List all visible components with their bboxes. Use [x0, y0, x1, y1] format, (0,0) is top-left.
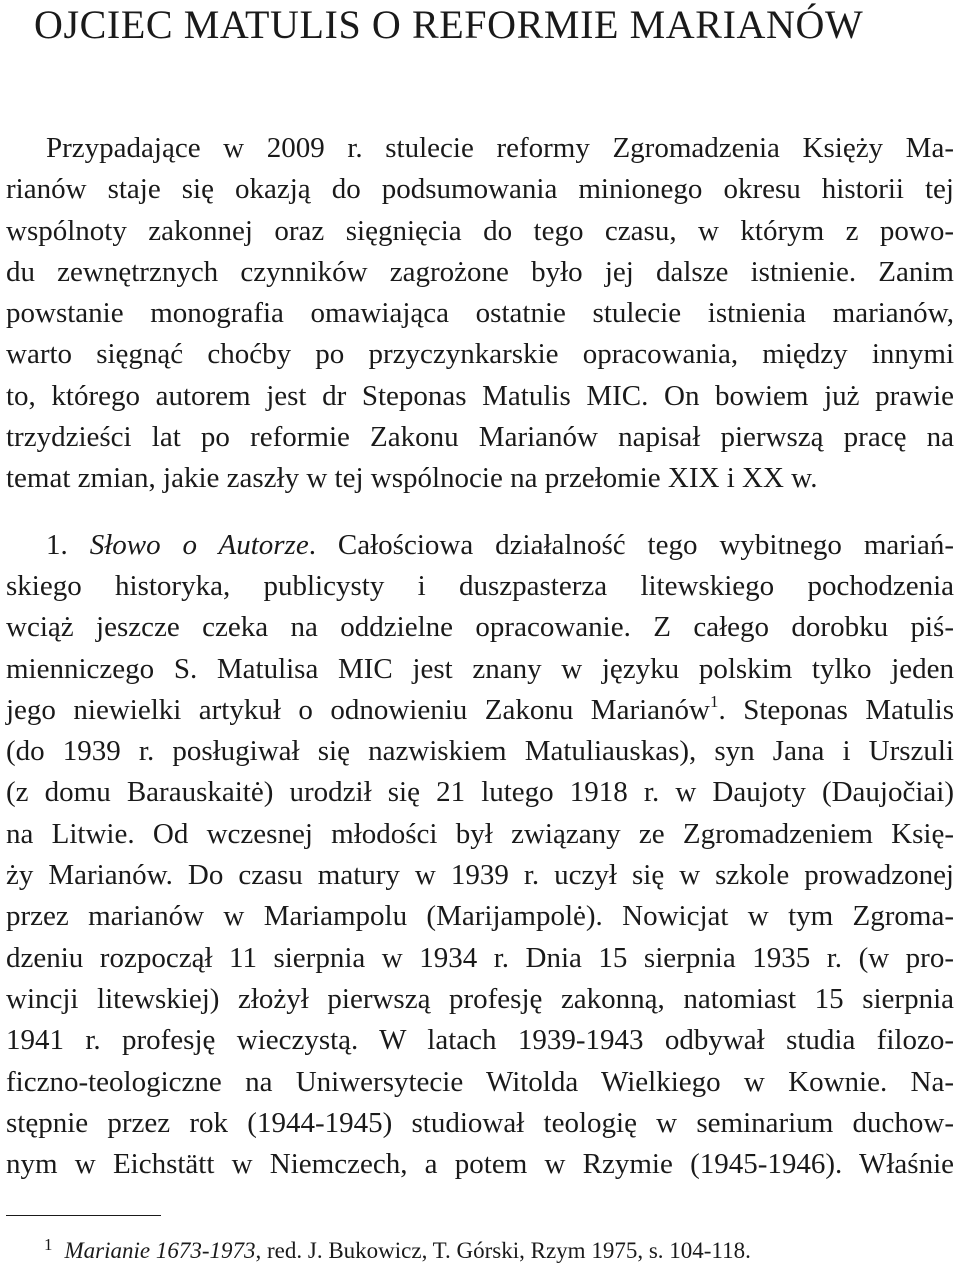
text-line: rianów staje się okazją do podsumowania minionego okresu historii tej [6, 173, 954, 206]
text-line: wincji litewskiej) złożył pierwszą profesję zakonną, natomiast 15 sierpnia [6, 982, 954, 1015]
text-line: temat zmian, jakie zaszły w tej wspólnocie na przełomie XIX i XX w. [6, 462, 818, 495]
text-line: du zewnętrznych czynników zagrożone było jej dalsze istnienie. Zanim [6, 255, 954, 288]
page-title: OJCIEC MATULIS O REFORMIE MARIANÓW [34, 2, 864, 47]
text-line: (do 1939 r. posługiwał się nazwiskiem Matuliauskas), syn Jana i Urszuli [6, 735, 954, 768]
body-text [6, 128, 954, 1185]
text-line: dzeniu rozpoczął 11 sierpnia w 1934 r. Dnia 15 sierpnia 1935 r. (w pro- [6, 941, 954, 974]
text-line: ży Marianów. Do czasu matury w 1939 r. uczył się w szkole prowadzonej [6, 859, 954, 892]
footnote-title: Marianie 1673-1973 [64, 1238, 256, 1263]
text-line: trzydzieści lat po reformie Zakonu Marianów napisał pierwszą pracę na [6, 421, 954, 454]
text-line: warto sięgnąć choćby po przyczynkarskie opracowania, między innymi [6, 338, 954, 371]
text-line: nym w Eichstätt w Niemczech, a potem w Rzymie (1945-1946). Właśnie [6, 1148, 954, 1181]
text-line: na Litwie. Od wczesnej młodości był związany ze Zgromadzeniem Księ- [6, 817, 954, 850]
footnote-divider [6, 1215, 161, 1216]
text-line: Przypadające w 2009 r. stulecie reformy Zgromadzenia Księży Ma- [46, 132, 954, 164]
section-first-line: 1. Słowo o Autorze. Całościowa działalność tego wybitnego mariań- [46, 528, 954, 561]
text-line: wciąż jeszcze czeka na oddzielne opracowanie. Z całego dorobku piś- [6, 611, 954, 644]
section-number: 1. [46, 528, 68, 561]
text-line: (z domu Barauskaitė) urodził się 21 lutego 1918 r. w Daujoty (Daujočiai) [6, 776, 954, 809]
text-line: wspólnoty zakonnej oraz sięgnięcia do tego czasu, w którym z powo- [6, 214, 954, 247]
text-line: jego niewielki artykuł o odnowieniu Zakonu Marianów$^1$. Steponas Matulis [6, 691, 954, 726]
section-text: Całościowa działalność tego wybitnego mariań- [337, 528, 954, 561]
section-heading: Słowo o Autorze [89, 528, 309, 561]
text-line: mienniczego S. Matulisa MIC jest znany w języku polskim tylko jeden [6, 652, 954, 685]
text-line: przez marianów w Mariampolu (Marijampolė). Nowicjat w tym Zgroma- [6, 900, 954, 933]
text-line: stępnie przez rok (1944-1945) studiował teologię w seminarium duchow- [6, 1106, 954, 1139]
footnote-number: 1 [44, 1235, 53, 1254]
footnote-reference[interactable]: 1 [709, 691, 719, 711]
text-line: skiego historyka, publicysty i duszpasterza litewskiego pochodzenia [6, 569, 954, 602]
footnote-text: , red. J. Bukowicz, T. Górski, Rzym 1975, s. 104-118. [255, 1238, 751, 1263]
footnote [44, 1236, 751, 1268]
text-line: to, którego autorem jest dr Steponas Matulis MIC. On bowiem już prawie [6, 379, 954, 412]
text-line: ficzno-teologiczne na Uniwersytecie Witolda Wielkiego w Kownie. Na- [6, 1065, 954, 1098]
text-line: powstanie monografia omawiająca ostatnie stulecie istnienia marianów, [6, 297, 954, 330]
text-line: 1941 r. profesję wieczystą. W latach 1939-1943 odbywał studia filozo- [6, 1024, 954, 1057]
